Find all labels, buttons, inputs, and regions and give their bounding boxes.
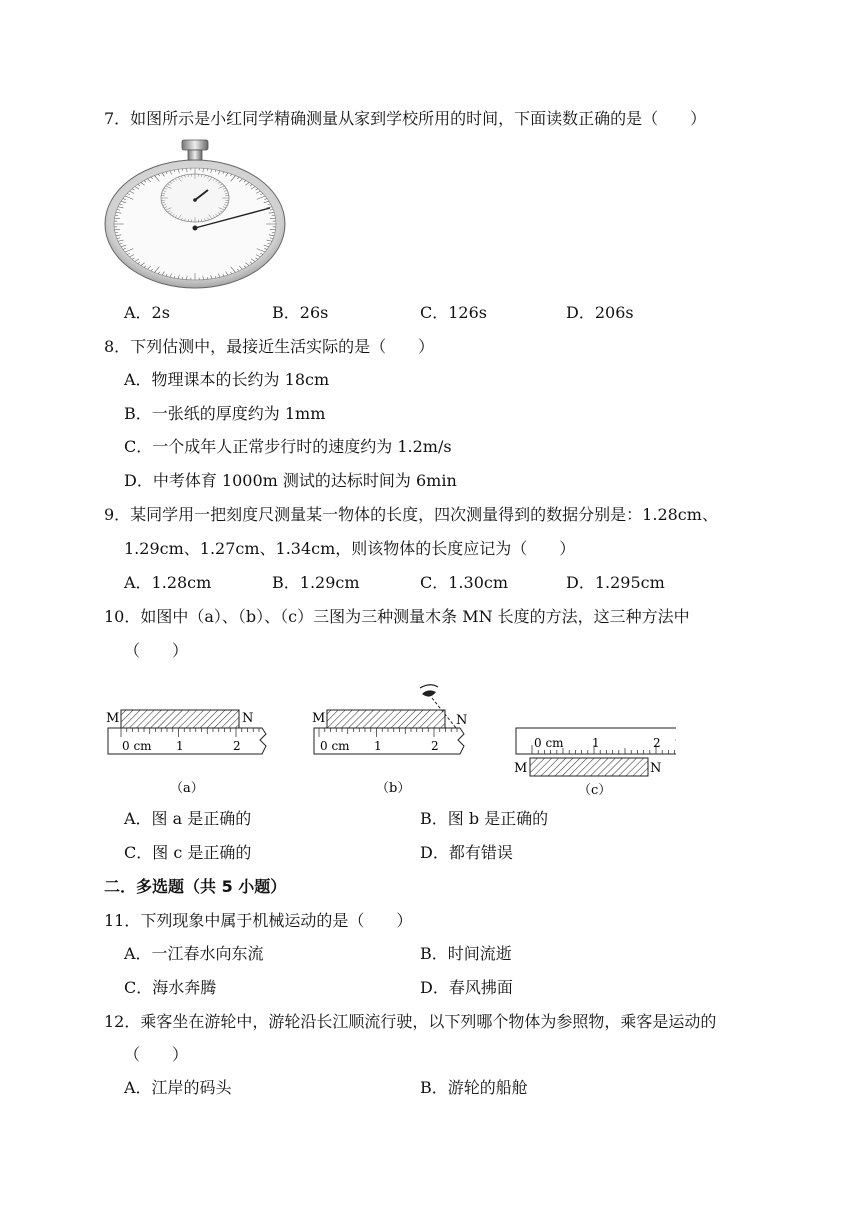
q8-option-b: B．一张纸的厚度约为 1mm bbox=[124, 404, 326, 423]
q9-stem-line2: 1.29cm、1.27cm、1.34cm，则该物体的长度应记为（ ） bbox=[124, 539, 576, 558]
q9-option-c: C．1.30cm bbox=[420, 573, 509, 592]
figure-b bbox=[312, 685, 467, 796]
q7-stem: 7．如图所示是小红同学精确测量从家到学校所用的时间，下面读数正确的是（ ） bbox=[104, 109, 707, 128]
q10-stem-line2: （ ） bbox=[124, 641, 189, 660]
q10-option-d: D．都有错误 bbox=[420, 843, 513, 862]
ruler-figure bbox=[104, 668, 676, 800]
q8-option-a: A．物理课本的长约为 18cm bbox=[124, 370, 330, 389]
q12-stem-line1: 12．乘客坐在游轮中，游轮沿长江顺流行驶，以下列哪个物体为参照物，乘客是运动的 bbox=[104, 1012, 717, 1031]
figure-a-label-n: N bbox=[242, 711, 254, 726]
q7-option-c: C．126s bbox=[420, 303, 487, 322]
figure-b-caption: （b） bbox=[376, 781, 411, 796]
q12-option-b: B．游轮的船舱 bbox=[420, 1078, 528, 1097]
figure-a bbox=[106, 710, 266, 796]
q11-option-b: B．时间流逝 bbox=[420, 944, 512, 963]
figure-b-label-m: M bbox=[312, 711, 326, 726]
q12-option-a: A．江岸的码头 bbox=[124, 1078, 232, 1097]
q11-option-c: C．海水奔腾 bbox=[124, 978, 217, 997]
figure-b-tick-0: 0 cm bbox=[320, 739, 350, 753]
figure-b-label-n: N bbox=[456, 713, 468, 728]
q7-option-a: A．2s bbox=[124, 303, 170, 322]
figure-a-caption: （a） bbox=[170, 781, 204, 796]
q8-option-c: C．一个成年人正常步行时的速度约为 1.2m/s bbox=[124, 437, 452, 456]
q11-option-d: D．春风拂面 bbox=[420, 978, 513, 997]
figure-c bbox=[514, 728, 676, 798]
figure-c-tick-1: 1 bbox=[592, 736, 600, 750]
figure-a-tick-2: 2 bbox=[233, 739, 241, 753]
q7-option-d: D．206s bbox=[566, 303, 634, 322]
q9-option-a: A．1.28cm bbox=[124, 573, 212, 592]
figure-c-label-n: N bbox=[650, 761, 662, 776]
q9-option-d: D．1.295cm bbox=[566, 573, 665, 592]
q9-stem-line1: 9．某同学用一把刻度尺测量某一物体的长度，四次测量得到的数据分别是：1.28cm、 bbox=[104, 505, 718, 524]
q10-option-c: C．图 c 是正确的 bbox=[124, 843, 252, 862]
q10-option-b: B．图 b 是正确的 bbox=[420, 809, 549, 828]
q9-option-b: B．1.29cm bbox=[272, 573, 360, 592]
q10-option-a: A．图 a 是正确的 bbox=[124, 809, 252, 828]
figure-b-tick-1: 1 bbox=[374, 739, 382, 753]
q12-stem-line2: （ ） bbox=[124, 1045, 189, 1064]
stopwatch-figure bbox=[104, 138, 286, 290]
figure-c-label-m: M bbox=[514, 761, 528, 776]
section-title: 二．多选题（共 5 小题） bbox=[104, 877, 287, 896]
eye-icon bbox=[420, 685, 438, 697]
q8-stem: 8．下列估测中，最接近生活实际的是（ ） bbox=[104, 337, 435, 356]
q11-stem: 11．下列现象中属于机械运动的是（ ） bbox=[104, 911, 413, 930]
figure-c-caption: （c） bbox=[578, 783, 612, 798]
figure-a-label-m: M bbox=[106, 711, 120, 726]
figure-b-tick-2: 2 bbox=[431, 739, 439, 753]
q11-option-a: A．一江春水向东流 bbox=[124, 944, 264, 963]
figure-a-tick-1: 1 bbox=[176, 739, 184, 753]
figure-c-tick-2: 2 bbox=[653, 736, 661, 750]
q8-option-d: D．中考体育 1000m 测试的达标时间为 6min bbox=[124, 471, 457, 490]
figure-a-tick-0: 0 cm bbox=[122, 739, 152, 753]
q7-option-b: B．26s bbox=[272, 303, 329, 322]
figure-c-tick-0: 0 cm bbox=[534, 736, 564, 750]
q10-stem-line1: 10．如图中（a）、（b）、（c）三图为三种测量木条 MN 长度的方法，这三种方法中 bbox=[104, 607, 690, 626]
